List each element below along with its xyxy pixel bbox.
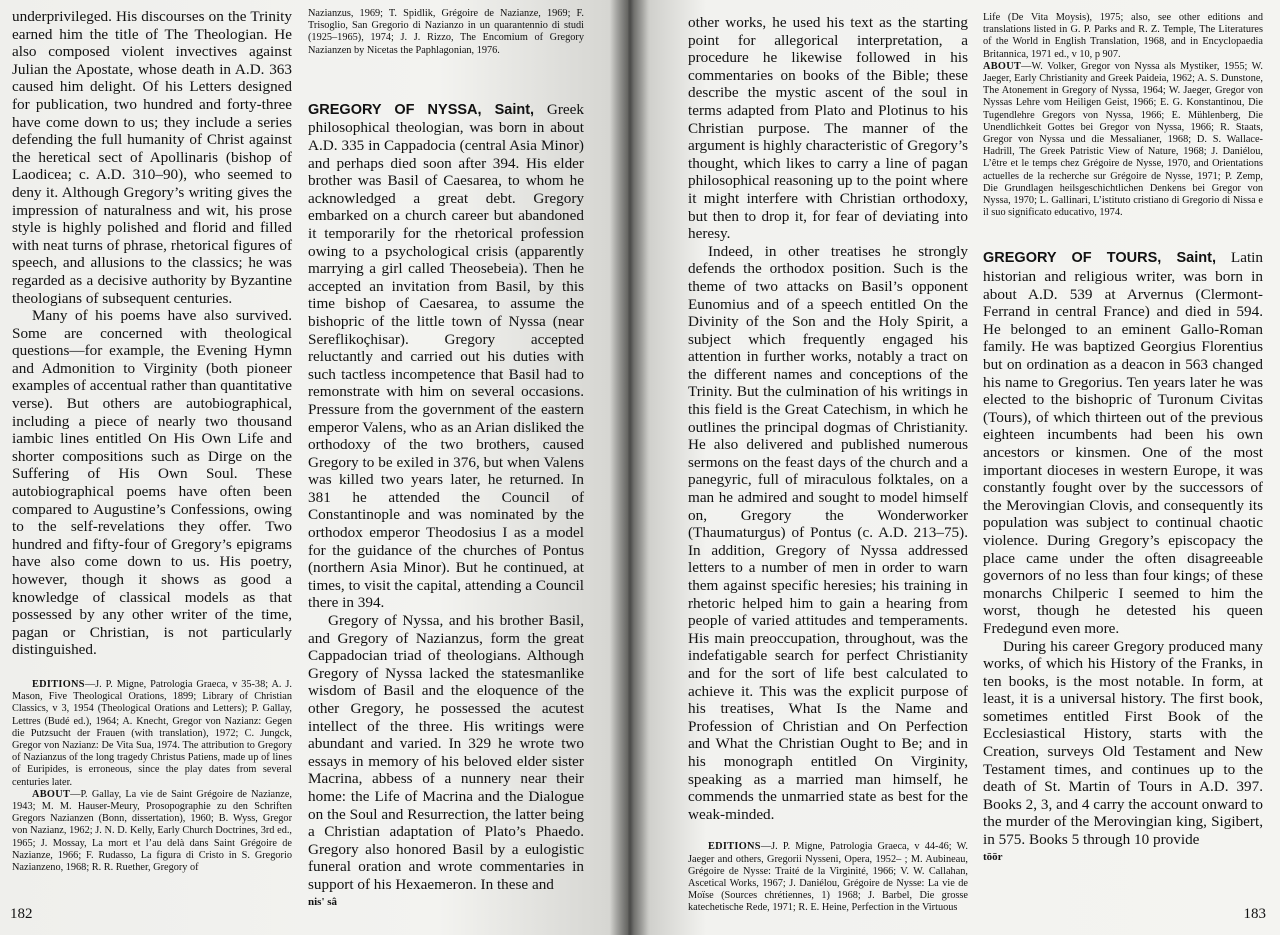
about-text: —P. Gallay, La vie de Saint Grégoire de Nazianze, 1943; M. M. Hauser-Meury, Prosopographie zu den Schriften Gregors Nazianzen (Bonn, dissertation), 1960; B. Wyss, Gregor von Nazianz, 1962; J. N. D. Kelly, Early Church Doctrines, 3rd ed., 1965; J. Mossay, La mort et l’au delà dans Saint Grégoire de Nazianze, 1966; F. Rudasso, La figura di Cristo in S. Gregorio Nazianzeno, 1968; R. R. Ruether, Gregory of xyxy=(12,788,292,874)
right-about-entry xyxy=(983,61,1263,220)
page-number: 182 xyxy=(10,906,33,922)
gregory-of-tours-entry xyxy=(983,249,1263,866)
right-page xyxy=(628,0,1280,935)
entry-heading: GREGORY OF NYSSA, Saint, xyxy=(308,101,535,118)
left-page xyxy=(0,0,628,935)
left-col1-paragraph-1: underprivileged. His discourses on the Trinity earned him the title of The Theologian. He also composed violent invectives against Julian the Apostate, whose death in A.D. 363 caused him delight. Of his Letters designed for publication, two hundred and forty-three have come down to us; they include a series defending the full humanity of Christ against the heretical sect of Apollinaris (bishop of Laodicea; c. A.D. 310–90), who seemed to deny it. Although Gregory’s writing gives the impression of naturalness and wit, his prose style is highly polished and florid and filled with neat turns of phrase, rhetorical figures of speech, and allusions to the classics; he was regarded as a decisive authority by Byzantine theologians of subsequent centuries. xyxy=(12,8,292,307)
about-text: —W. Volker, Gregor von Nyssa als Mystiker, 1955; W. Jaeger, Early Christianity and Greek Paideia, 1962; A. S. Dunstone, The Atonement in Gregory of Nyssa, 1964; W. Jaeger, Gregor von Nyssas Lehre vom Heiligen Geist, 1966; E. G. Konstantinou, Die Tugendlehre Gregors von Nyssa, 1966; E. Mühlenberg, Die Unendlichkeit Gottes bei Gregor von Nyssa, 1966; R. Staats, Gregor von Nyssa und die Messalianer, 1968; D. S. Wallace-Hadrill, The Greek Patristic View of Nature, 1968; J. Daniélou, L’être et le temps chez Grégoire de Nysse, 1970, and Orientations actuelles de la recherche sur Grégoire de Nysse, 1971; P. Zemp, Die Grundlagen heilsgeschichtlichen Denkens bei Gregor von Nyssa, 1970; L. Gallinari, L’istituto cristiano di Gregorio di Nissa e il suo significato educativo, 1974. xyxy=(983,60,1263,219)
tours-paragraph-1-text: Latin historian and religious writer, was born in about A.D. 539 at Arvernus (Clermont-Ferrand in central France) and died in 594. He belonged to an eminent Gallo-Roman family. He was baptized Georgius Florentius but on ordination as a deacon in 563 changed his name to Gregorius. Ten years later he was elected to the bishopric of Turonum Civitas (Tours), of which thirteen out of the previous eighteen incumbents had been his own ancestors or kinsmen. One of the most important dioceses in western Europe, it was constantly fought over by the successors of the Merovingian Clovis, and consequently its population was subject to continual chaotic violence. During Gregory’s episcopacy the place came under the often disagreeable governors of no less than four kings; of these monarchs Chilperic I seemed to him the worst, though he detested his queen Fredegund even more. xyxy=(983,249,1263,637)
catchword: tōōr xyxy=(983,850,1003,863)
catchword: nis' sâ xyxy=(308,895,338,908)
entry-heading: GREGORY OF TOURS, Saint, xyxy=(983,250,1216,267)
tours-paragraph-2: During his career Gregory produced many works, of which his History of the Franks, in ten books, is the most notable. In form, at least, it is a universal history. The first book, sometimes entitled First Book of the Ecclesiastical History, starts with the Creation, surveys Old Testament and New Testament times, and continues up to the death of St. Martin of Tours in A.D. 397. Books 2, 3, and 4 carry the account onward to the murder of the Merovingian king, Sigibert, in 575. Books 5 through 10 provide xyxy=(983,637,1263,849)
right-refs-continued: Life (De Vita Moysis), 1975; also, see other editions and translations listed in G. P. Parks and R. Z. Temple, The Literatures of the World in English Translation, 1968, and in Encyclopaedia Britannica, 1971 ed., v 10, p 907. xyxy=(983,12,1263,60)
about-label: ABOUT xyxy=(32,788,71,800)
left-column-2 xyxy=(308,8,584,911)
gregory-of-nyssa-entry xyxy=(308,101,584,911)
left-editions-entry xyxy=(12,679,292,789)
left-column-1 xyxy=(12,8,292,874)
right-bibliography xyxy=(688,841,968,914)
right-col1-paragraph-1: other works, he used his text as the starting point for allegorical interpretation, a procedure he likewise followed in his commentaries on books of the Bible; these describe the mystic ascent of the soul in terms adapted from Plato and Plotinus to his Christian purpose. The manner of the argument is highly characteristic of Gregory’s thought, which likes to carry a line of pagan philosophical reasoning up to the point where it might interfere with Christian orthodoxy, but then to drop it, for fear of deviating into heresy. xyxy=(688,14,968,243)
left-about-entry xyxy=(12,789,292,874)
right-column-2 xyxy=(983,12,1263,866)
nyssa-paragraph-1-text: Greek philosophical theologian, was born in about A.D. 335 in Cappadocia (central Asia Minor) and perhaps died soon after 394. His elder brother was Basil of Caesarea, to whom he acknowledged a great debt. Gregory embarked on a church career but abandoned it temporarily for the rhetorical profession owing to a psychological crisis (apparently marrying a girl called Theosebeia). Then he accepted an invitation from Basil, by this time bishop of Caesarea, to assume the bishopric of the little town of Nyssa (near Sereflikoçhisar). Gregory accepted reluctantly and carried out his duties with such tactless incompetence that Basil had to remonstrate with him on several occasions. Pressure from the government of the eastern emperor Valens, who as an Arian disliked the orthodoxy of the two brothers, caused Gregory to be exiled in 376, but when Valens was killed two years later, he returned. In 381 he attended the Council of Constantinople and was nominated by the orthodox emperor Theodosius I as a model for the guidance of the churches of Pontus (northern Asia Minor). But he continued, at times, to visit the capital, attending a Council there in 394. xyxy=(308,100,584,612)
right-col1-paragraph-2: Indeed, in other treatises he strongly defends the orthodox position. Such is the theme of two attacks on Basil’s opponent Eunomius and of a speech entitled On the Divinity of the Son and the Holy Spirit, a subject which frequently engaged his attention in further works, notably a tract on the different names and conceptions of the Trinity. But the culmination of his writings in this field is the Great Catechism, in which he outlines the principal dogmas of Christianity. He also delivered and published numerous sermons on the feast days of the church and a panegyric, full of miraculous folktales, on a man he admired and sought to model himself on, Gregory the Wonderworker (Thaumaturgus) of Pontus (c. A.D. 213–75). In addition, Gregory of Nyssa addressed letters to a number of men in order to warn them against specific heresies; his training in rhetoric helped him to gain a hearing from people of varied attitudes and temperaments. His main preoccupation, throughout, was the indefatigable search for perfect Christianity and for the sort of life best calculated to achieve it. This was the explicit purpose of his treatises, What Is the Name and Profession of Christian and On Perfection and What the Christian Ought to Be; and in his monograph entitled On Virginity, speaking as a married man himself, he commends the unmarried state as best for the weak-minded. xyxy=(688,242,968,823)
left-col2-refs: Nazianzus, 1969; T. Spidlik, Grégoire de Nazianze, 1969; F. Trisoglio, San Gregorio di Nazianzo in un quarantennio di studi (1925–1965), 1974; J. J. Rizzo, The Encomium of Gregory Nazianzen by Nicetas the Paphlagonian, 1976. xyxy=(308,8,584,56)
right-col2-refs xyxy=(983,12,1263,219)
about-label: ABOUT xyxy=(983,60,1022,72)
editions-label: EDITIONS xyxy=(32,678,85,690)
editions-label: EDITIONS xyxy=(708,841,761,853)
left-bibliography xyxy=(12,679,292,874)
right-editions-entry xyxy=(688,841,968,914)
editions-text: —J. P. Migne, Patrologia Graeca, v 35-38; A. J. Mason, Five Theological Orations, 1899; Library of Christian Classics, v 3, 1954 (Theological Orations and Letters); P. Gallay, Lettres (Budé ed.), 1964; A. Knecht, Gregor von Nazianz: Gegen die Putzsucht der Frauen (with translation), 1972; C. Jungck, Gregor von Nazianz: De Vita Sua, 1974. The attribution to Gregory of Nazianzus of the long tragedy Christus Patiens, made up of lines of Euripides, is erroneous, since the play dates from several centuries later. xyxy=(12,678,292,788)
page-number: 183 xyxy=(1243,906,1266,922)
nyssa-paragraph-1 xyxy=(308,101,584,612)
left-col1-paragraph-2: Many of his poems have also survived. Some are concerned with theological questions—for example, the Evening Hymn and Admonition to Virginity (both pioneer examples of accentual rather than quantitative verse). But others are autobiographical, including a piece of nearly two thousand iambic lines entitled On His Own Life and shorter compositions such as Dirge on the Suffering of His Own Soul. These autobiographical poems have often been compared to Augustine’s Confessions, owing to the self-revelations they offer. Two hundred and fifty-four of Gregory’s epigrams have also come down to us. His poetry, however, though it shows as good a knowledge of classical models as that possessed by any other writer of the time, pagan or Christian, is not particularly distinguished. xyxy=(12,307,292,659)
tours-paragraph-1 xyxy=(983,249,1263,637)
nyssa-paragraph-2: Gregory of Nyssa, and his brother Basil, and Gregory of Nazianzus, form the great Cappadocian triad of theologians. Although Gregory of Nyssa lacked the statesmanlike wisdom of Basil and the eloquence of the other Gregory, he possessed the acutest intellect of the three. His writings were abundant and varied. In 329 he wrote two essays in memory of his beloved elder sister Macrina, abbess of a nunnery near their home: the Life of Macrina and the Dialogue on the Soul and Resurrection, the latter being a Christian adaptation of Plato’s Phaedo. Gregory also honored Basil by a eulogistic funeral oration and wrote commentaries in support of his Hexaemeron. In these and xyxy=(308,612,584,893)
right-column-1 xyxy=(688,14,968,915)
editions-text: —J. P. Migne, Patrologia Graeca, v 44-46; W. Jaeger and others, Gregorii Nysseni, Opera, 1952– ; M. Aubineau, Grégoire de Nysse: Traité de la Virginité, 1966; V. W. Callahan, Ascetical Works, 1967; J. Daniélou, Grégoire de Nysse: La vie de Moïse (Sources chrétiennes, 1) 1968; J. Barbel, Die grosse katechetische Rede, 1971; R. E. Heine, Perfection in the Virtuous xyxy=(688,841,968,914)
